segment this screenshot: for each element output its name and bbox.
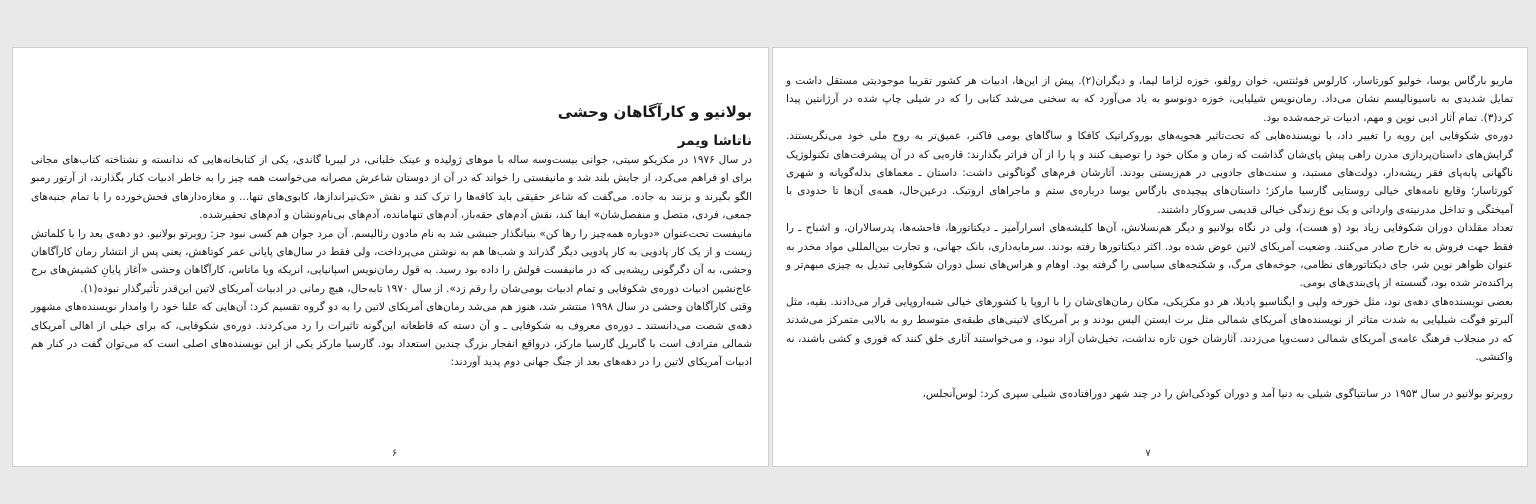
page-number: ۷	[1145, 448, 1151, 459]
paragraph-gap	[786, 367, 1513, 385]
article-title: بولانیو و کارآگاهان وحشی	[557, 103, 752, 121]
paragraph: مانیفست تحت‌عنوان «دوباره همه‌چیز را رها کن» بنیانگذار جنبشی شد به نام مادون رئالیسم. آن مرد جوان هم کسی نبود جز: روبرتو بولانیو. دو دهه‌ی بعد را با کلماتش زیست و از یک کار پادویی به کار پادویی دیگر گذراند و شب‌ها هم به نوشتن می‌پرداخت، ولی فقط در سال‌های پایانی عمر کوتاهش، یعنی پس از انتشار رمان کارآگاهان وحشی، به آن دگرگونی ریشه‌یی که در مانیفست قولش را داده بود رسید. به قول رمان‌نویس اسپانیایی، انریکه ویا ماتاس، کارآگاهان وحشی «آغاز پایانِ کشیش‌های برج عاج‌نشین ادبیات دوره‌ی شکوفایی و تمام ادبیات بومی‌شان را رقم زد». از سال ۱۹۷۰ تابه‌حال، هیچ رمانی در ادبیات آمریکای لاتین این‌قدر تأثیرگذار نبوده(۱).	[31, 227, 752, 295]
left-page	[12, 47, 769, 467]
article-author: ناتاشا ویمر	[677, 133, 752, 149]
paragraph: در سال ۱۹۷۶ در مکزیکو سیتی، جوانی بیست‌وسه ساله با موهای ژولیده و عینک خلبانی، در لیبریا گاندی، یکی از کتابخانه‌هایی که ندانسته و نشناخته کتاب‌های مجانی برای او فراهم می‌کرد، از جایش بلند شد و مانیفستی را خواند که در آن از دوستان شاعرش مصرانه می‌خواست همه چیز را به خاطر ادبیات کنار بگذارند، از آرتور رمبو الگو بگیرند و بزنند به جاده. می‌گفت که شاعر حقیقی باید کافه‌ها را ترک کند و نقش «تک‌تیراندازها، کابوی‌های تنها... و مغازه‌دارهای فحش‌خورده را با تمام جنبه‌های جمعی، فردی، متصل و منفصل‌شان» ایفا کند، نقش آدم‌های حقه‌باز، آدم‌های تنهامانده، آدم‌های بی‌نام‌ونشان و آدم‌های تحقیرشده.	[31, 154, 752, 222]
paragraph: بعضی نویسنده‌های دهه‌ی نود، مثل خورخه ولپی و ایگناسیو پادیلا، هر دو مکزیکی، مکان رمان‌های‌شان را با اروپا یا کشورهای خیالی شبه‌اروپایی قرار می‌دادند. بقیه، مثل آلبرتو فوگت شیلیایی به شدت متاثر از نویسنده‌های آمریکای شمالی مثل برت ایستن الیس بودند و بر آمریکای لاتینی‌های طبقه‌ی متوسط رو به بالایی متمرکز می‌شدند که در منجلاب فرهنگ عامه‌ی آمریکای شمالی دست‌وپا می‌زدند. آثارشان خون تازه نداشت، تخیل‌شان آزاد نبود، و می‌خواستند آثاری خلق کنند که فوری و کشی باشند، نه واکنشی.	[786, 295, 1513, 364]
right-page	[772, 47, 1528, 467]
paragraph: ماریو بارگاس یوسا، خولیو کورتاسار، کارلوس فوئنتس، خوان رولفو، خوزه لزاما لیما، و دیگران(۲). پیش از این‌ها، ادبیات هر کشور تقریبا موجودیتی مستقل داشت و تمایل شدیدی به ناسیونالیسم نشان می‌داد. رمان‌نویس شیلیایی، خوزه دونوسو به یاد می‌آورد که به سختی می‌شد کتابی را که در شیلی چاپ شده در آرژانتین پیدا کرد(۳). تمام آثار ادبی نوین و مهم، ادبیات ترجمه‌شده بود.	[786, 75, 1514, 124]
page-number: ۶	[391, 448, 398, 459]
right-page-content	[786, 72, 1513, 403]
paragraph: دوره‌ی شکوفایی این رویه را تغییر داد، با نویسنده‌هایی که تحت‌تاثیر هجویه‌های بوروکراتیک کافکا و ساگاهای بومی فاکنر، عمیق‌تر به روح ملی خود می‌نگریستند. گرایش‌های داستان‌پردازی مدرن راهی پیش پای‌شان گذاشت که زمان و مکان خود را توصیف کنند و پا را از آن فراتر بگذارند: قاره‌یی که در آن پیشرفت‌های تکنولوژیک ناگهانی پابه‌پای فقر ریشه‌دار، دولت‌های مستبد، و سنت‌های جادویی در هم‌زیستی بودند. آثارشان فرم‌های گوناگونی داشت: داستان ـ معماهای بذله‌گویانه و شهری کورتاسار؛ وقایع نامه‌های خیالی روستایی گارسیا مارکز؛ داستان‌های پیچیده‌ی بارگاس یوسا درباره‌ی ستم و ماجراهای اروتیک. درعین‌حال، همه‌ی آن‌ها تا حدودی با آمیختگی و تداخل مدرنیته‌ی وارداتی و یک نوع زندگی خیالی قدیمی سروکار داشتند.	[786, 130, 1513, 216]
left-page-content	[31, 101, 752, 372]
paragraph: وقتی کارآگاهان وحشی در سال ۱۹۹۸ منتشر شد، هنوز هم می‌شد رمان‌های آمریکای لاتین را به دو گروه تقسیم کرد: آن‌هایی که علنا خود را وامدار نویسنده‌های مشهور دهه‌ی شصت می‌دانستند ـ دوره‌ی معروف به شکوفایی ـ و آن دسته که قاطعانه این‌گونه تاثیرات را رد می‌کردند. دوره‌ی شکوفایی، که برای خیلی از اهالی آمریکای شمالی مترادف است با گابریل گارسیا مارکز، درواقع انفجار بزرگ چندین استعداد بود. گارسیا مارکز یکی از این نویسنده‌های اصلی است که می‌توان گفت در کنار هم ادبیات آمریکای لاتین را در دهه‌های بعد از جنگ جهانی دوم پدید آوردند:	[31, 301, 752, 369]
paragraph: تعداد مقلدان دوران شکوفایی زیاد بود (و هست)، ولی در نگاه بولانیو و دیگر هم‌نسلانش، آن‌ها کلیشه‌های اسرارآمیز ـ دیکتاتورها، فاحشه‌ها، پدرسالاران، و اشباح ـ را فقط جهت فروش به خارج صادر می‌کنند. وضعیت آمریکای لاتین عوض شده بود. اکثر دیکتاتورها رفته بودند. سرمایه‌داری، بانک جهانی، و تجارت بین‌المللی مواد مخدر به عنوان ظواهر نوین شر، جای دیکتاتورهای نظامی، جوخه‌های مرگ، و شکنجه‌های سیاسی را گرفته بود. اوهام و هراس‌های نسل دوران شکوفایی تبدیل به چیزی مبهم‌تر و پراکنده‌تر شده بود، گسسته از پای‌بندی‌های بومی.	[786, 222, 1513, 290]
paragraph: روبرتو بولانیو در سال ۱۹۵۳ در سانتیاگوی شیلی به دنیا آمد و دوران کودکی‌اش را در چند شهر دورافتاده‌ی شیلی سپری کرد: لوس‌آنجلس،	[922, 387, 1513, 400]
